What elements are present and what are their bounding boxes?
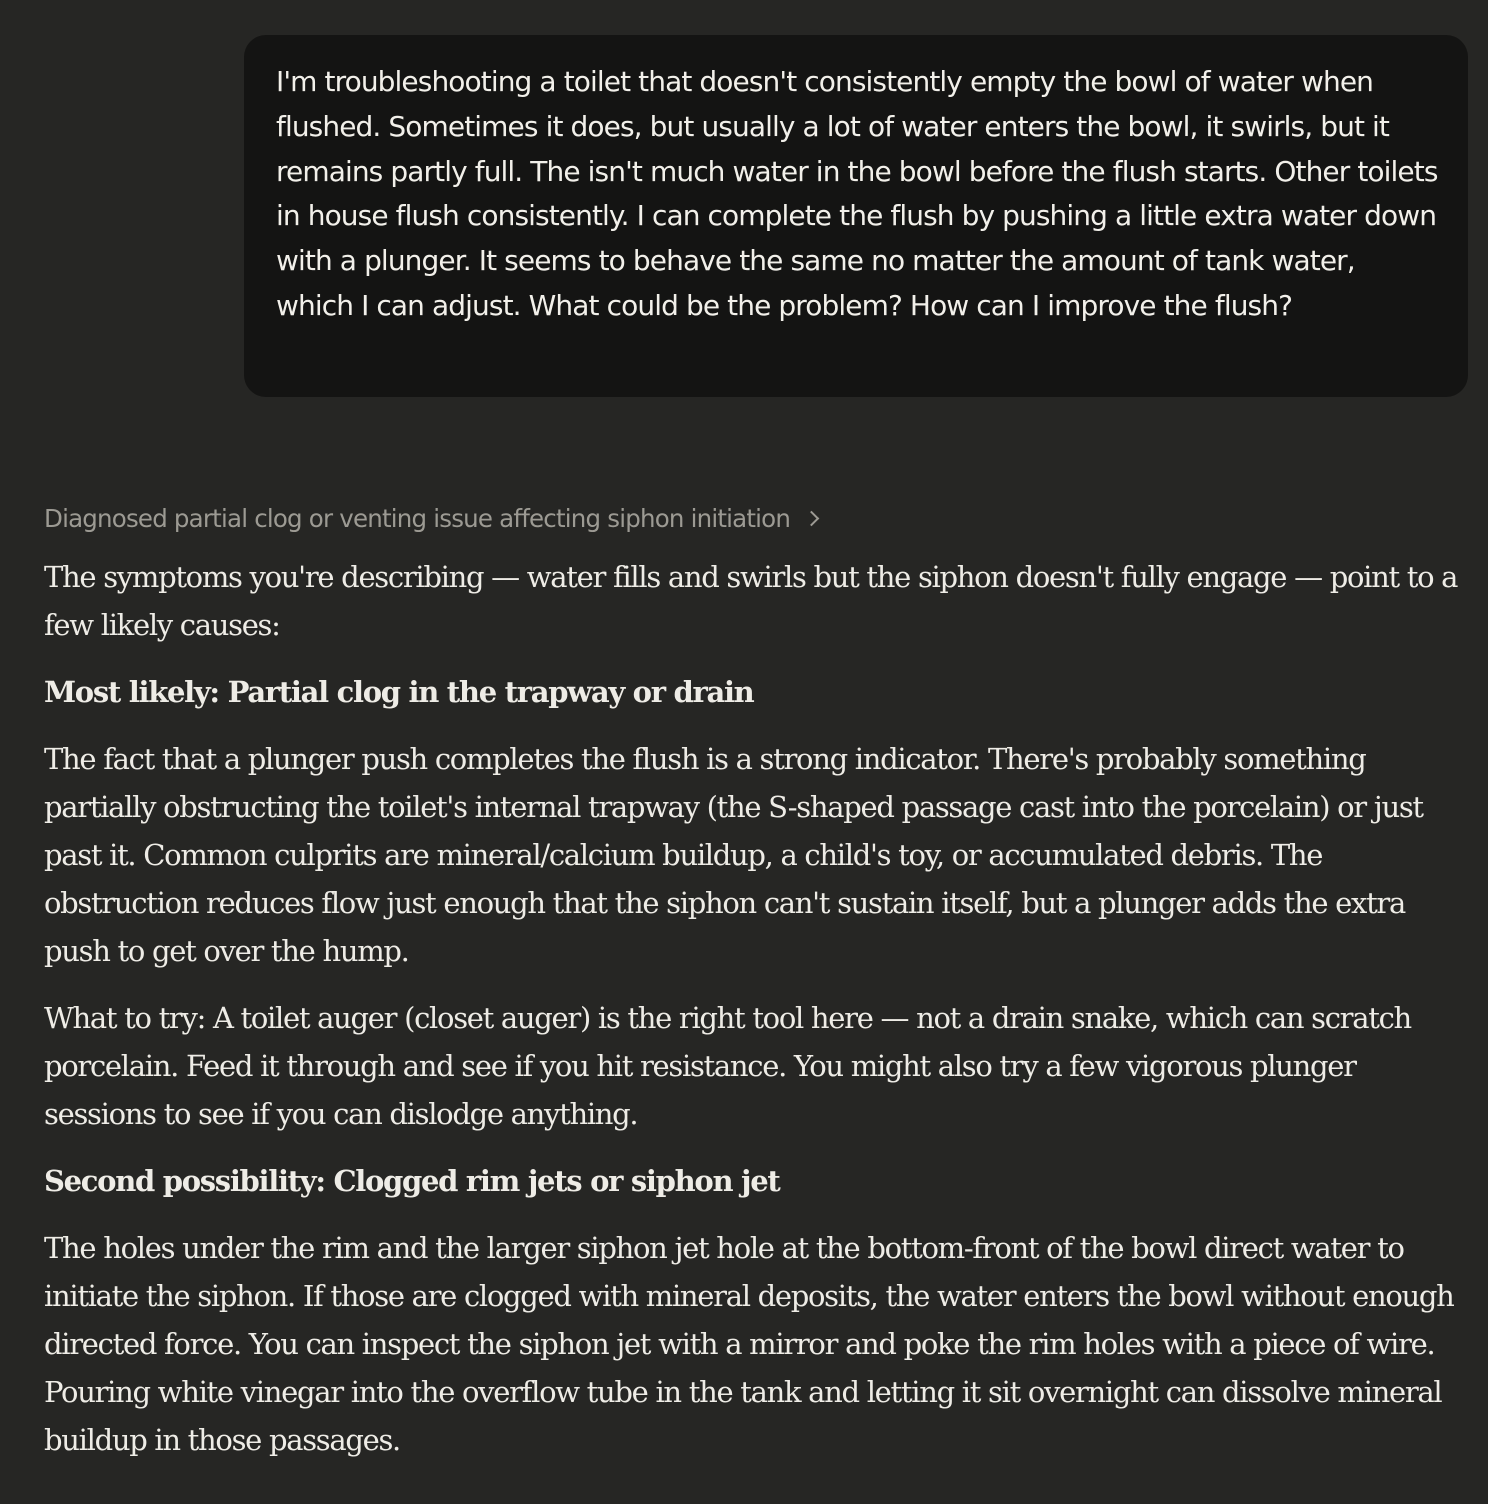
response-paragraph-trapway: The fact that a plunger push completes the flush is a strong indicator. There's probably something partially obstructing the toilet's internal trapway (the S-shaped passage cast into the porcelain) or just past it. Common culprits are mineral/calcium buildup, a child's toy, or accumulated debris. The obstruction reduces flow just enough that the siphon can't sustain itself, but a plunger adds the extra push to get over the hump.	[44, 742, 1423, 968]
thinking-summary-label: Diagnosed partial clog or venting issue affecting siphon initiation	[44, 503, 791, 533]
assistant-response	[44, 553, 1464, 1483]
response-heading-second-possibility: Second possibility: Clogged rim jets or siphon jet	[44, 1164, 780, 1198]
chevron-right-icon	[804, 511, 820, 527]
response-paragraph-rim-jets: The holes under the rim and the larger siphon jet hole at the bottom-front of the bowl direct water to initiate the siphon. If those are clogged with mineral deposits, the water enters the bowl without enough directed force. You can inspect the siphon jet with a mirror and poke the rim holes with a piece of wire. Pouring white vinegar into the overflow tube in the tank and letting it sit overnight can dissolve mineral buildup in those passages.	[44, 1231, 1454, 1457]
response-paragraph-what-to-try: What to try: A toilet auger (closet auger) is the right tool here — not a drain snake, which can scratch porcelain. Feed it through and see if you hit resistance. You might also try a few vigorous plunger sessions to see if you can dislodge anything.	[44, 1001, 1411, 1131]
response-intro: The symptoms you're describing — water fills and swirls but the siphon doesn't fully engage — point to a few likely causes:	[44, 560, 1458, 642]
thinking-summary-toggle[interactable]	[44, 498, 817, 538]
user-message-bubble	[244, 35, 1468, 397]
response-heading-most-likely: Most likely: Partial clog in the trapway or drain	[44, 675, 754, 709]
user-message-text: I'm troubleshooting a toilet that doesn't consistently empty the bowl of water when flushed. Sometimes it does, but usually a lot of water enters the bowl, it swirls, but it remains partly full. The isn't much water in the bowl before the flush starts. Other toilets in house flush consistently. I can complete the flush by pushing a little extra water down with a plunger. It seems to behave the same no matter the amount of tank water, which I can adjust. What could be the problem? How can I improve the flush?	[276, 65, 1438, 322]
